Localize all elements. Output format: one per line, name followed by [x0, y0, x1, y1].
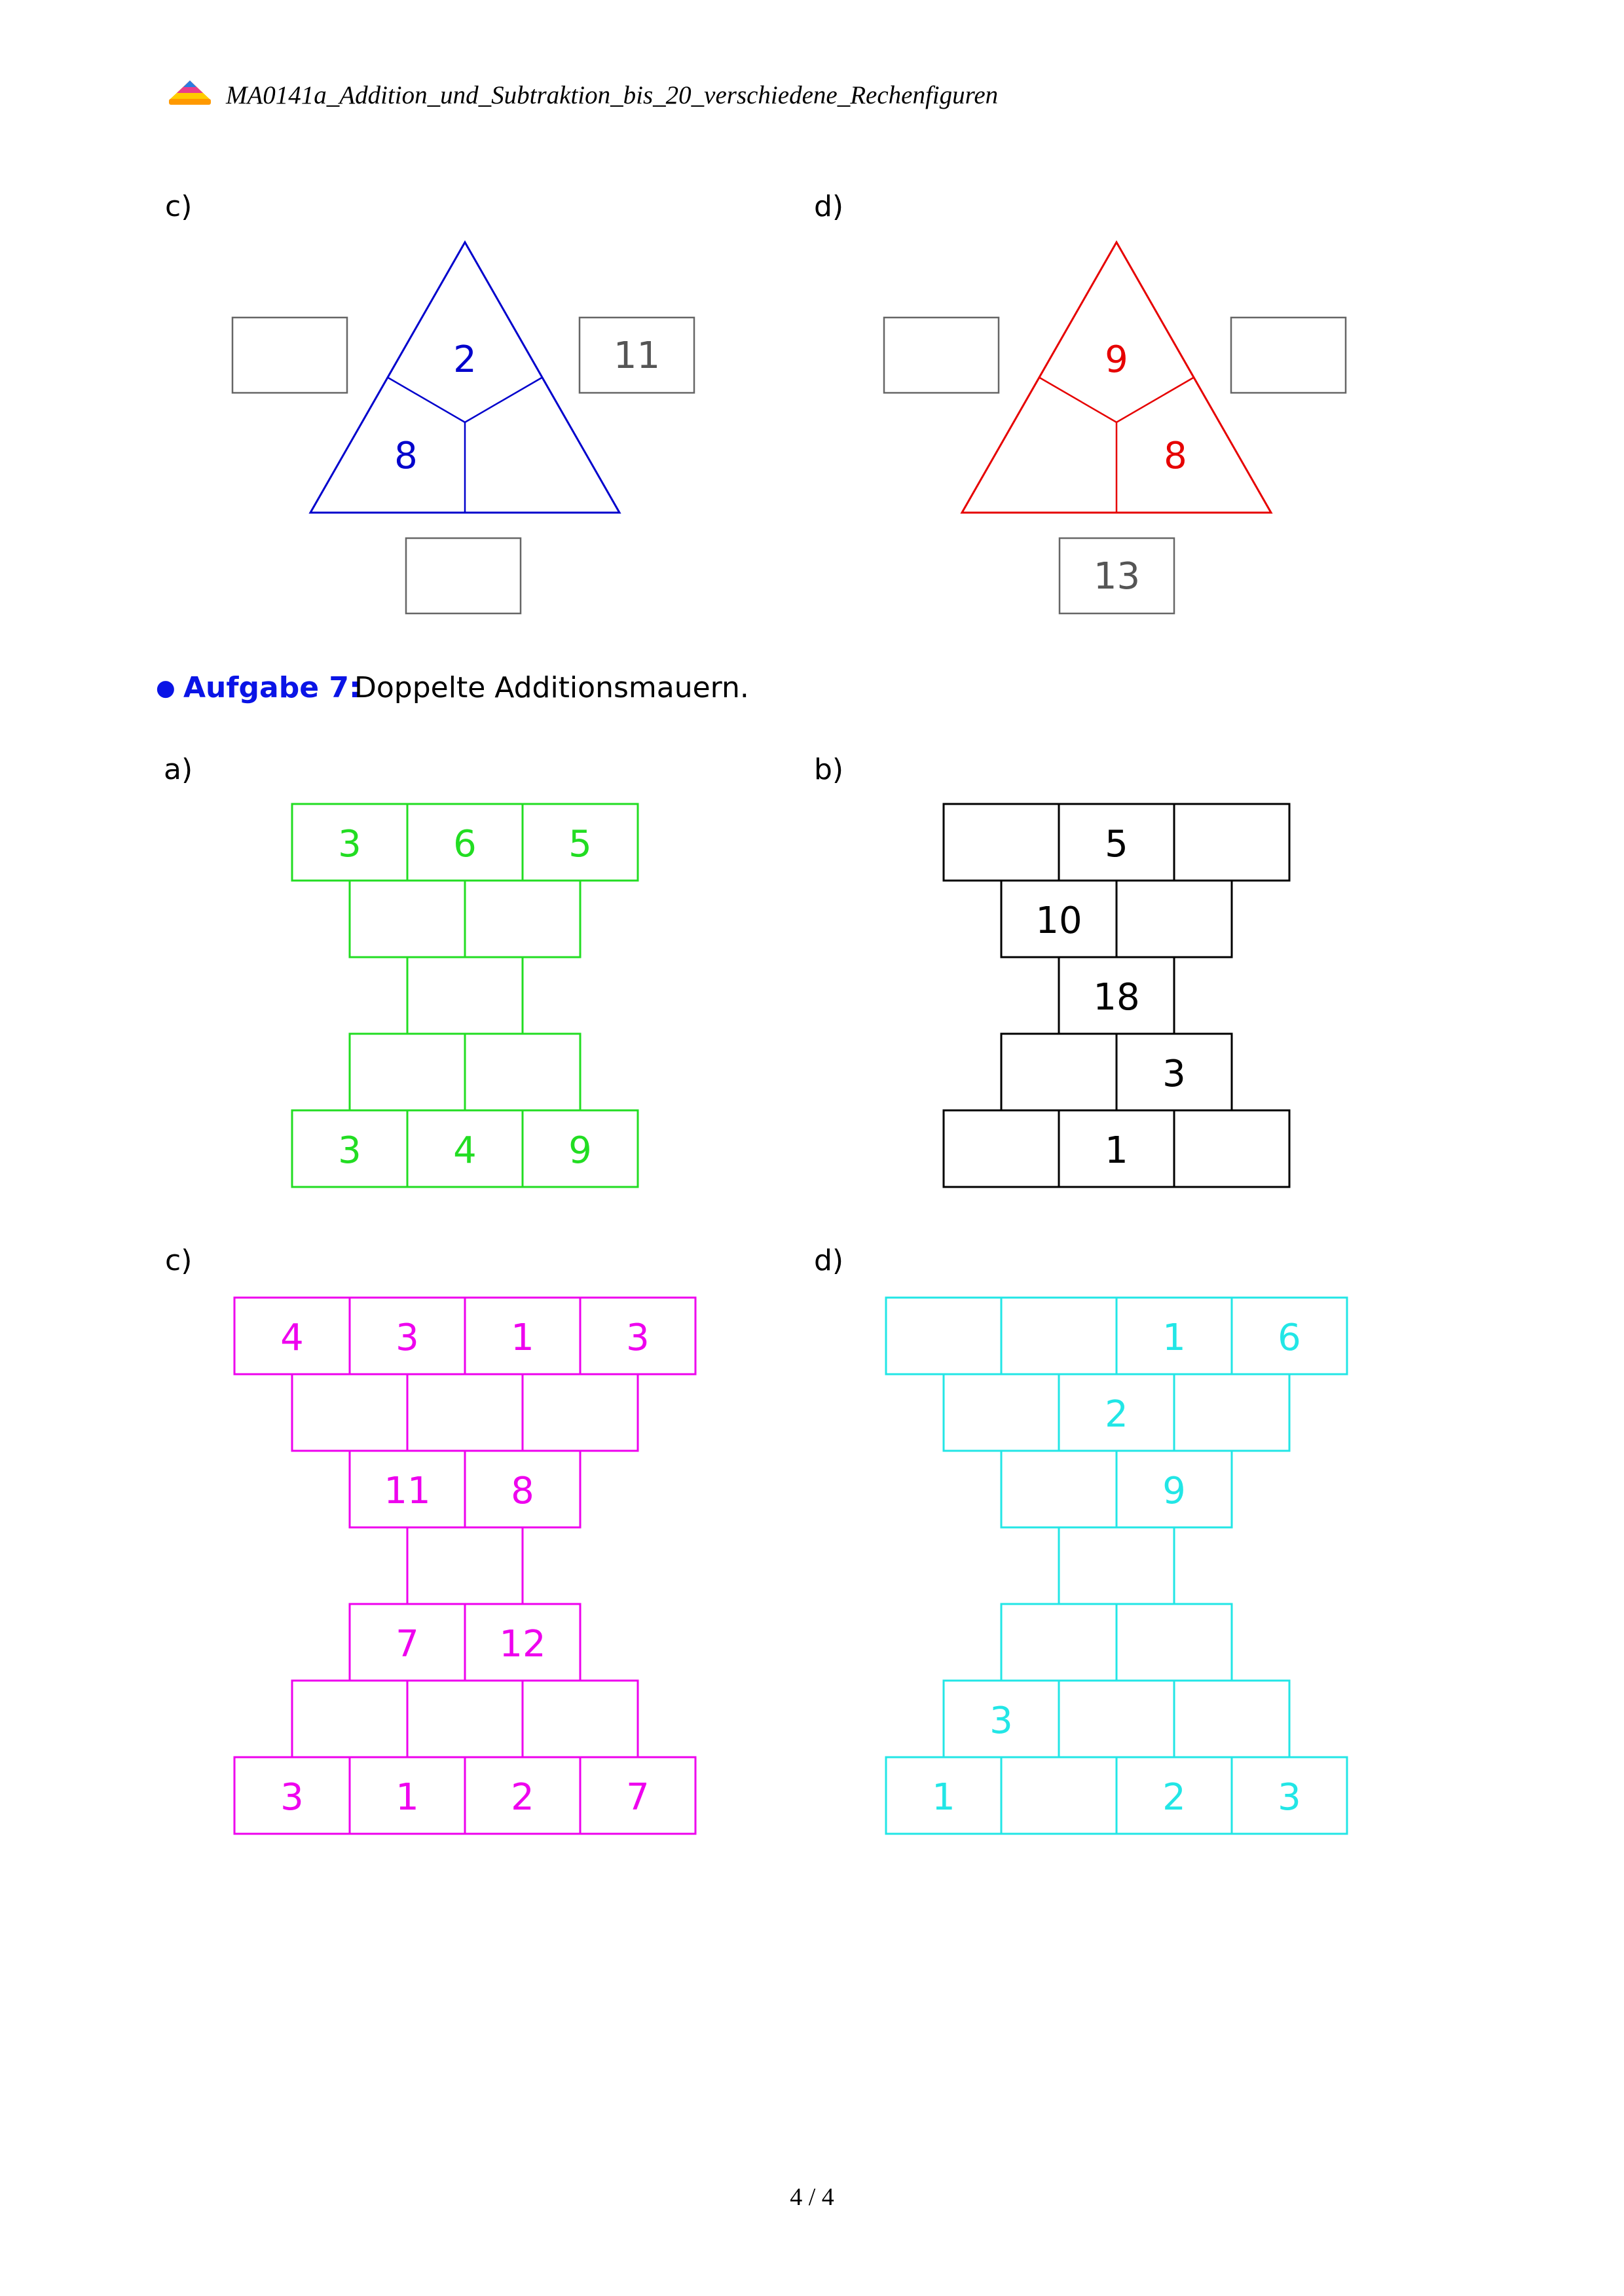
- wall-brick[interactable]: [1174, 1374, 1289, 1451]
- wall-brick[interactable]: [886, 1298, 1001, 1374]
- wall-brick-value: 1: [932, 1776, 955, 1819]
- wall-brick[interactable]: [1001, 1757, 1116, 1834]
- addition-wall-b: [944, 804, 1289, 1187]
- wall-brick[interactable]: [1001, 1298, 1116, 1374]
- wall-brick-value: 6: [453, 823, 477, 866]
- wall-brick-value: 3: [280, 1776, 304, 1819]
- triangle-divider: [1039, 378, 1116, 423]
- wall-brick-value: 2: [1105, 1393, 1128, 1436]
- addition-wall-d: [886, 1298, 1347, 1834]
- wall-brick[interactable]: [292, 1681, 407, 1757]
- wall-brick[interactable]: [1174, 1681, 1289, 1757]
- wall-brick[interactable]: [523, 1681, 638, 1757]
- wall-brick-value: 1: [511, 1317, 534, 1359]
- wall-brick[interactable]: [1059, 1681, 1174, 1757]
- wall-brick[interactable]: [523, 1374, 638, 1451]
- answer-box-bottom[interactable]: [406, 538, 521, 613]
- wall-brick-value: 9: [568, 1129, 592, 1172]
- wall-brick[interactable]: [944, 804, 1059, 881]
- document-title: MA0141a_Addition_und_Subtraktion_bis_20_verschiedene_Rechenfiguren: [226, 81, 999, 109]
- answer-box-value: 13: [1093, 555, 1141, 598]
- triangle-c-label: c): [165, 190, 193, 223]
- wall-brick[interactable]: [465, 1034, 580, 1110]
- wall-brick[interactable]: [292, 1374, 407, 1451]
- wall-brick-value: 3: [626, 1317, 650, 1359]
- wall-brick-value: 3: [1162, 1053, 1186, 1095]
- addition-wall-c: [234, 1298, 695, 1834]
- addition-wall-a: [292, 804, 638, 1187]
- wall-brick-value: 12: [499, 1623, 546, 1666]
- header: [169, 81, 998, 109]
- wall-brick-value: 6: [1278, 1317, 1301, 1359]
- answer-box-right[interactable]: [1231, 318, 1346, 393]
- wall-brick[interactable]: [407, 1681, 523, 1757]
- wall-brick-value: 3: [338, 823, 361, 866]
- wall-brick-value: 9: [1162, 1470, 1186, 1512]
- page-number: 4 / 4: [790, 2183, 834, 2211]
- wall-brick[interactable]: [407, 957, 523, 1034]
- number-triangle-c: [232, 242, 694, 613]
- wall-brick[interactable]: [465, 881, 580, 957]
- wall-brick-value: 5: [1105, 823, 1128, 866]
- triangle-field-top[interactable]: 2: [453, 338, 477, 381]
- wall-brick-value: 10: [1035, 900, 1082, 942]
- wall-brick-value: 8: [511, 1470, 534, 1512]
- wall-brick[interactable]: [944, 1374, 1059, 1451]
- wall-brick-value: 7: [626, 1776, 650, 1819]
- wall-brick-value: 7: [396, 1623, 419, 1666]
- wall-brick[interactable]: [1001, 1604, 1116, 1681]
- wall-brick[interactable]: [1001, 1034, 1116, 1110]
- wall-brick-value: 3: [1278, 1776, 1301, 1819]
- wall-brick[interactable]: [1174, 1110, 1289, 1187]
- wall-brick[interactable]: [1116, 881, 1232, 957]
- wall-brick[interactable]: [350, 881, 465, 957]
- wall-brick-value: 1: [396, 1776, 419, 1819]
- wall-brick-value: 3: [338, 1129, 361, 1172]
- wall-b-label: b): [814, 753, 844, 786]
- wall-brick[interactable]: [407, 1527, 523, 1604]
- wall-brick-value: 2: [1162, 1776, 1186, 1819]
- wall-brick-value: 5: [568, 823, 592, 866]
- wall-brick[interactable]: [1001, 1451, 1116, 1527]
- triangle-field-left[interactable]: 8: [394, 435, 418, 477]
- task-7-title: Aufgabe 7:: [183, 671, 361, 704]
- answer-box-left[interactable]: [884, 318, 999, 393]
- wall-brick-value: 2: [511, 1776, 534, 1819]
- task-7-heading: [156, 671, 749, 704]
- wall-brick-value: 4: [453, 1129, 477, 1172]
- wall-brick-value: 1: [1162, 1317, 1186, 1359]
- wall-brick-value: 3: [989, 1700, 1013, 1742]
- task-7-text: Doppelte Additionsmauern.: [354, 671, 749, 704]
- number-triangle-d: [884, 242, 1346, 613]
- triangle-d-label: d): [814, 190, 844, 223]
- wall-brick-value: 3: [396, 1317, 419, 1359]
- wall-brick[interactable]: [350, 1034, 465, 1110]
- wall-brick-value: 11: [384, 1470, 431, 1512]
- wall-brick[interactable]: [1059, 1527, 1174, 1604]
- bullet-icon: ●: [156, 675, 175, 701]
- wall-brick[interactable]: [944, 1110, 1059, 1187]
- triangle-field-top[interactable]: 9: [1105, 338, 1128, 381]
- wall-d-label: d): [814, 1244, 844, 1277]
- wall-brick-value: 1: [1105, 1129, 1128, 1172]
- wall-c-label: c): [165, 1244, 193, 1277]
- triangle-divider: [388, 378, 465, 423]
- triangle-divider: [465, 378, 542, 423]
- wall-brick[interactable]: [1174, 804, 1289, 881]
- triangle-field-right[interactable]: 8: [1164, 435, 1187, 477]
- wall-brick[interactable]: [407, 1374, 523, 1451]
- triangle-divider: [1116, 378, 1194, 423]
- wall-a-label: a): [164, 753, 193, 786]
- wall-brick-value: 18: [1093, 976, 1140, 1019]
- wall-brick[interactable]: [1116, 1604, 1232, 1681]
- answer-box-value: 11: [613, 335, 661, 377]
- answer-box-left[interactable]: [232, 318, 347, 393]
- wall-brick-value: 4: [280, 1317, 304, 1359]
- logo-icon: [169, 81, 211, 105]
